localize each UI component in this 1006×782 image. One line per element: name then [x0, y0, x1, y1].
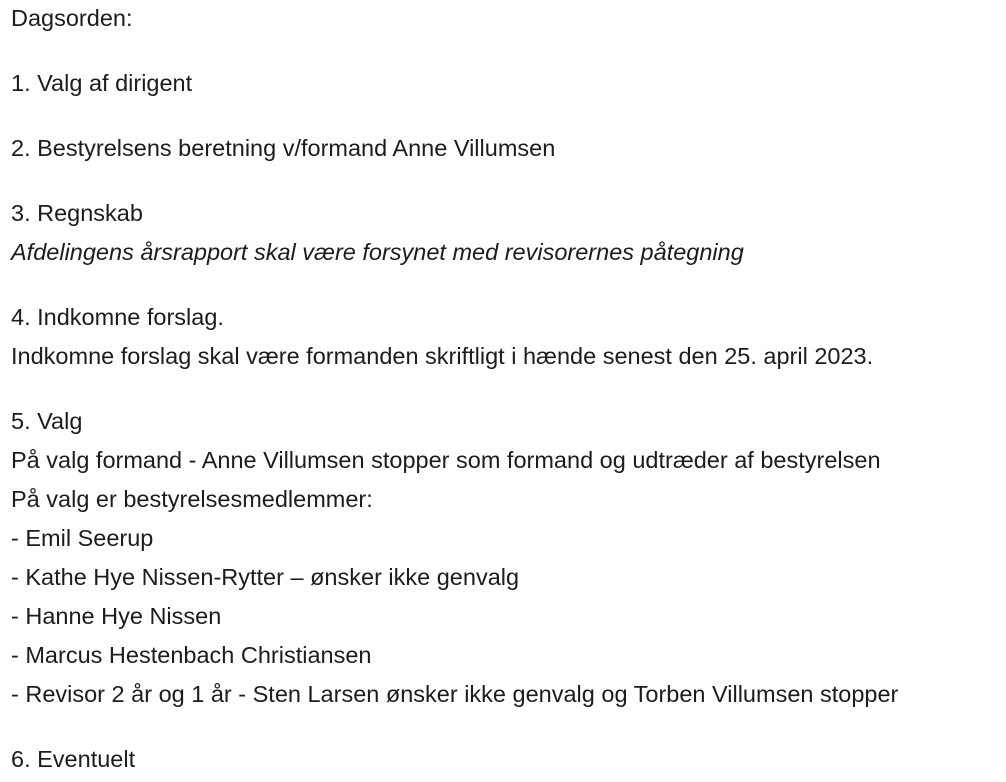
agenda-item-3-note: Afdelingens årsrapport skal være forsynet med revisorernes påtegning [11, 239, 744, 265]
agenda-item-6-title: 6. Eventuelt [11, 746, 136, 772]
member-list-item: - Hanne Hye Nissen [11, 603, 222, 629]
auditor-list-item: - Revisor 2 år og 1 år - Sten Larsen ønsker ikke genvalg og Torben Villumsen stopper [11, 681, 899, 707]
agenda-document [11, 0, 1001, 779]
agenda-item-1-title: 1. Valg af dirigent [11, 70, 193, 96]
agenda-item-3-title: 3. Regnskab [11, 200, 143, 226]
election-chair-line: På valg formand - Anne Villumsen stopper som formand og udtræder af bestyrelsen [11, 447, 881, 473]
agenda-heading: Dagsorden: [11, 5, 133, 31]
spacer [11, 714, 1001, 740]
spacer [11, 103, 1001, 129]
election-members-line: På valg er bestyrelsesmedlemmer: [11, 486, 373, 512]
spacer [11, 272, 1001, 298]
member-list-item: - Marcus Hestenbach Christiansen [11, 642, 372, 668]
agenda-item-2-title: 2. Bestyrelsens beretning v/formand Anne Villumsen [11, 135, 556, 161]
member-list-item: - Emil Seerup [11, 525, 154, 551]
member-list-item: - Kathe Hye Nissen-Rytter – ønsker ikke genvalg [11, 564, 520, 590]
agenda-item-4-note: Indkomne forslag skal være formanden skriftligt i hænde senest den 25. april 2023. [11, 343, 874, 369]
spacer [11, 38, 1001, 64]
agenda-item-5-title: 5. Valg [11, 408, 83, 434]
spacer [11, 168, 1001, 194]
agenda-item-4-title: 4. Indkomne forslag. [11, 304, 224, 330]
spacer [11, 376, 1001, 402]
